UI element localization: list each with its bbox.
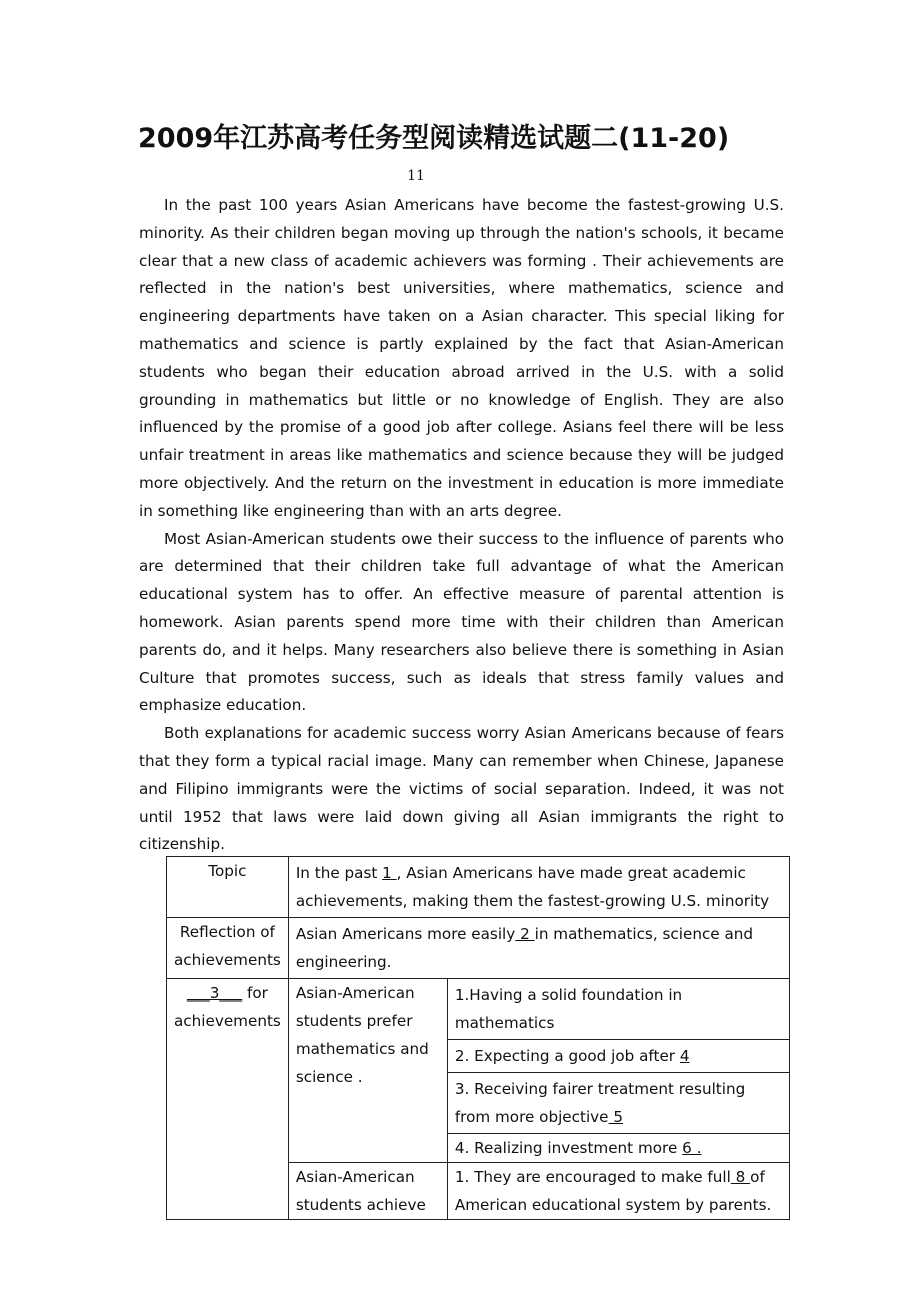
reason-4-text: 4. Realizing investment more bbox=[454, 1139, 683, 1157]
blank-8: 8 bbox=[730, 1168, 751, 1186]
paragraph-2: Most Asian-American students owe their success to the influence of parents who are determined that their children take full advantage of what the American educational system has to offer. An effective measure of parental attention is homework. Asian parents spend more time with their children than American parents do, and it helps. Many researchers also believe there is something in Asian Culture that promotes success, such as ideals that stress family values and emphasize education. bbox=[139, 529, 784, 715]
achieve-1-post: of American educational system by parents. bbox=[454, 1168, 772, 1214]
prefer-label: Asian-American students prefer mathematics and science . bbox=[288, 979, 447, 1163]
reason-2-text: 2. Expecting a good job after bbox=[454, 1047, 680, 1065]
reflection-label: Reflection of achievements bbox=[167, 918, 289, 979]
reason-3 bbox=[447, 1073, 789, 1134]
topic-cell bbox=[288, 857, 789, 918]
passage bbox=[139, 192, 784, 859]
reflection-text-pre: Asian Americans more easily bbox=[295, 925, 516, 943]
table-row-topic bbox=[167, 857, 790, 918]
reason-2 bbox=[447, 1040, 789, 1073]
blank-5: 5 bbox=[608, 1108, 624, 1126]
achieve-label: Asian-American students achieve bbox=[288, 1163, 447, 1220]
blank-6: 6 . bbox=[682, 1139, 702, 1157]
blank-2: 2 bbox=[515, 925, 535, 943]
page-title: 2009年江苏高考任务型阅读精选试题二(11-20) bbox=[138, 123, 730, 154]
reason-4 bbox=[447, 1134, 789, 1163]
blank-4: 4 bbox=[679, 1047, 690, 1065]
paragraph-3: Both explanations for academic success worry Asian Americans because of fears that they form a typical racial image. Many can remember when Chinese, Japanese and Filipino immigrants were the victims of social separation. Indeed, it was not until 1952 that laws were laid down giving all Asian immigrants the right to citizenship. bbox=[139, 724, 784, 854]
blank-1: 1 bbox=[382, 864, 397, 882]
paragraph-1: In the past 100 years Asian Americans have become the fastest-growing U.S. minority. As their children began moving up through the nation's schools, it became clear that a new class of academic achievers was forming . Their achievements are reflected in the nation's best universities, where mathematics, science and engineering departments have taken on a Asian character. This special liking for mathematics and science is partly explained by the fact that Asian-American students who began their education abroad arrived in the U.S. with a solid grounding in mathematics but little or no knowledge of English. They are also influenced by the promise of a good job after college. Asians feel there will be less unfair treatment in areas like mathematics and science because they will be judged more objectively. And the return on the investment in education is more immediate in something like engineering than with an arts degree. bbox=[139, 196, 784, 520]
topic-label: Topic bbox=[167, 857, 289, 918]
achieve-1 bbox=[447, 1163, 789, 1220]
reflection-text-post: in mathematics, science and engineering. bbox=[295, 925, 754, 971]
reasons-label-post: for achievements bbox=[174, 984, 281, 1030]
topic-text-pre: In the past bbox=[295, 864, 383, 882]
reason-1: 1.Having a solid foundation in mathematics bbox=[447, 979, 789, 1040]
reflection-cell bbox=[288, 918, 789, 979]
topic-text-post: , Asian Americans have made great academic achievements, making them the fastest-growing U.S. minority bbox=[295, 864, 770, 910]
blank-3: ___3___ bbox=[186, 984, 243, 1002]
achieve-1-pre: 1. They are encouraged to make full bbox=[454, 1168, 731, 1186]
section-number: 11 bbox=[407, 168, 425, 184]
table-row-reason-1 bbox=[167, 979, 790, 1040]
task-table bbox=[166, 856, 790, 1220]
table-row-reflection bbox=[167, 918, 790, 979]
reason-3-text: 3. Receiving fairer treatment resulting from more objective bbox=[454, 1080, 746, 1126]
reasons-label bbox=[167, 979, 289, 1220]
